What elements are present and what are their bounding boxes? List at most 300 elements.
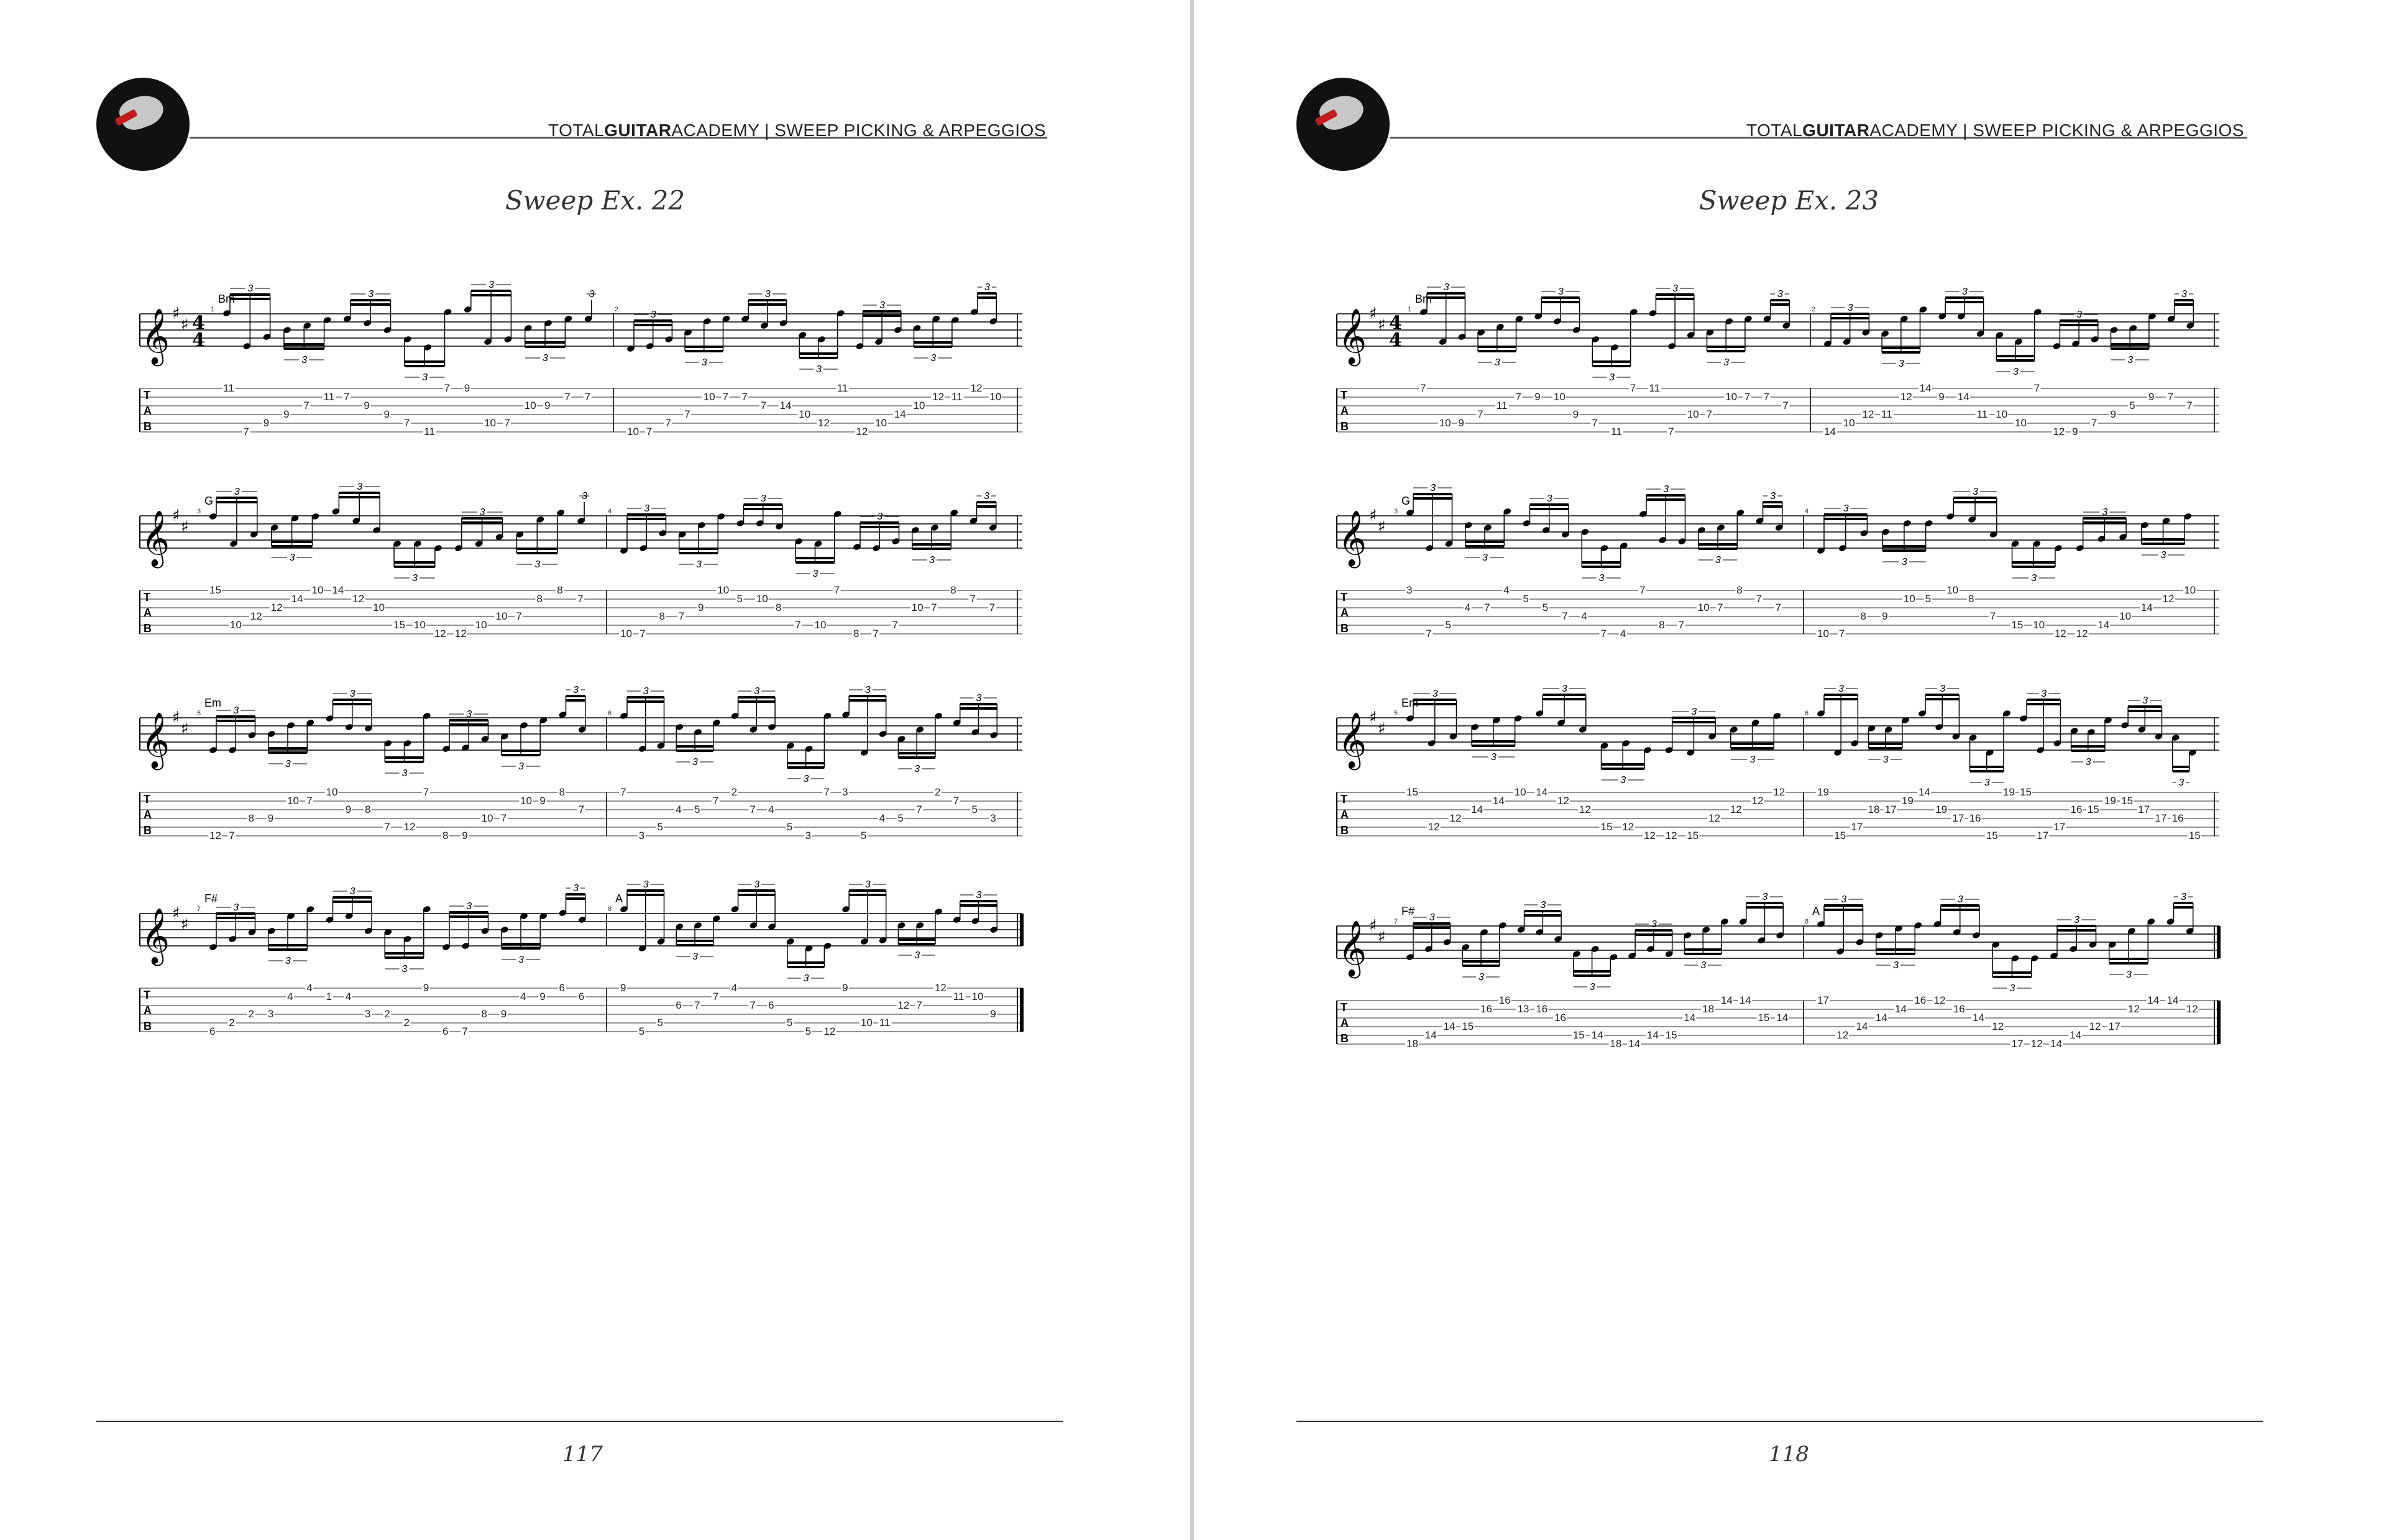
sharp-icon: ♯ (181, 518, 189, 536)
fret-number: 17 (2053, 821, 2066, 833)
fret-number: 14 (2070, 1029, 2082, 1041)
fret-number: 12 (932, 391, 945, 403)
fret-number: 10 (717, 584, 730, 596)
fret-number: 16 (1554, 1012, 1567, 1024)
fret-number: 10 (373, 602, 385, 613)
tuplet-number: 3 (1651, 919, 1657, 930)
tuplet-number: 3 (1984, 777, 1990, 788)
tuplet-number: 3 (1901, 557, 1907, 567)
fret-number: 10 (799, 408, 811, 420)
fret-number: 3 (267, 1008, 274, 1020)
fret-number: 3 (805, 830, 812, 841)
fret-number: 8 (481, 1008, 487, 1020)
tuplet-number: 3 (1546, 493, 1552, 504)
chord-symbol: Em (204, 697, 221, 709)
tuplet-number: 3 (2031, 573, 2037, 584)
fret-number: 14 (1895, 1003, 1907, 1015)
fret-number: 10 (1843, 417, 1855, 429)
fret-number: 11 (837, 382, 848, 394)
fret-number: 7 (892, 619, 898, 631)
tuplet-number: 3 (233, 902, 239, 913)
fret-number: 10 (1725, 391, 1738, 403)
tab-letter-a: A (144, 809, 152, 821)
chord-symbol: Bm (218, 293, 235, 305)
tuplet-number: 3 (976, 693, 982, 704)
measure-number: 2 (1812, 306, 1816, 313)
fret-number: 9 (383, 408, 390, 420)
measure-number: 1 (211, 306, 215, 313)
fret-number: 12 (2128, 1003, 2140, 1015)
notation-tab-svg (1337, 485, 2219, 653)
tab-letter-a: A (144, 1004, 152, 1017)
fret-number: 14 (2166, 994, 2179, 1006)
fret-number: 2 (731, 786, 738, 798)
tuplet-number: 3 (2085, 757, 2091, 768)
fret-number: 7 (306, 795, 313, 807)
tuplet-number: 3 (518, 955, 524, 965)
tab-letter-a: A (144, 405, 152, 417)
fret-number: 12 (897, 999, 910, 1011)
tuplet-number: 3 (914, 764, 920, 774)
fret-number: 10 (875, 417, 887, 429)
footer-rule (96, 1421, 1063, 1422)
fret-number: 19 (2002, 786, 2015, 798)
fret-number: 7 (2033, 382, 2040, 394)
tuplet-number: 3 (2127, 355, 2134, 365)
tab-letter-t: T (1341, 590, 1347, 603)
fret-number: 4 (345, 991, 352, 1002)
tuplet-number: 3 (488, 280, 495, 290)
fret-number: 11 (424, 426, 435, 438)
fret-number: 10 (229, 619, 242, 631)
fret-number: 10 (1514, 786, 1526, 798)
fret-number: 15 (1572, 1029, 1585, 1041)
fret-number: 7 (678, 610, 685, 622)
fret-number: 7 (640, 628, 646, 639)
measure-number: 4 (608, 508, 612, 515)
measure-number: 8 (1805, 918, 1809, 925)
treble-clef-icon: 𝄞 (141, 308, 170, 364)
tuplet-number: 3 (764, 289, 771, 300)
tab-letter-b: B (1341, 622, 1349, 635)
final-barline (2217, 926, 2221, 958)
fret-number: 7 (243, 426, 249, 438)
tuplet-number: 3 (1432, 689, 1438, 699)
fret-number: 7 (578, 804, 585, 815)
fret-number: 7 (665, 417, 671, 429)
running-header: TOTALGUITARACADEMY | SWEEP PICKING & ARPEGGIOS (548, 121, 1046, 140)
time-signature-top: 4 (192, 312, 205, 334)
fret-number: 8 (776, 602, 782, 613)
fret-number: 14 (1919, 786, 1930, 798)
fret-number: 6 (768, 999, 774, 1011)
fret-number: 6 (578, 991, 585, 1002)
tab-letter-a: A (1341, 607, 1349, 619)
fret-number: 9 (423, 982, 429, 994)
fret-number: 14 (1591, 1029, 1603, 1041)
tuplet-number: 3 (760, 493, 766, 504)
fret-number: 9 (1882, 610, 1888, 622)
fret-number: 14 (2097, 619, 2110, 631)
fret-number: 14 (1424, 1029, 1437, 1041)
tab-letter-a: A (1341, 809, 1349, 821)
tuplet-number: 3 (2009, 983, 2015, 994)
fret-number: 17 (2155, 812, 2167, 824)
fret-number: 9 (842, 982, 848, 994)
fret-number: 16 (1969, 812, 1981, 824)
footer-rule (1296, 1421, 2263, 1422)
fret-number: 10 (911, 602, 924, 613)
fret-number: 12 (2089, 1020, 2101, 1032)
tuplet-number: 3 (401, 768, 408, 779)
fret-number: 10 (1697, 602, 1710, 613)
fret-number: 7 (760, 400, 767, 411)
fret-number: 7 (1989, 610, 1996, 622)
fret-number: 16 (1914, 994, 1927, 1006)
tab-letter-b: B (1341, 824, 1349, 837)
tuplet-number: 3 (650, 309, 656, 320)
fret-number: 10 (484, 417, 497, 429)
tuplet-number: 3 (644, 503, 650, 514)
fret-number: 8 (1736, 584, 1743, 596)
fret-number: 14 (1957, 391, 1969, 403)
fret-number: 3 (1406, 584, 1413, 596)
fret-number: 12 (1428, 821, 1440, 833)
fret-number: 15 (2087, 804, 2099, 815)
sharp-icon: ♯ (1378, 518, 1386, 536)
fret-number: 17 (1884, 804, 1897, 815)
tuplet-number: 3 (349, 886, 355, 897)
fret-number: 11 (1611, 426, 1622, 438)
tuplet-number: 3 (1482, 552, 1488, 563)
fret-number: 17 (2037, 830, 2049, 841)
measure-number: 2 (615, 306, 619, 313)
fret-number: 4 (731, 982, 738, 994)
chord-symbol: A (1812, 905, 1820, 917)
notation-tab-svg (1337, 283, 2219, 451)
fret-number: 7 (741, 391, 748, 403)
measure-number: 7 (1394, 918, 1398, 925)
fret-number: 12 (250, 610, 262, 622)
tuplet-number: 3 (2142, 695, 2148, 706)
notation-tab-svg (140, 687, 1022, 855)
tuplet-number: 3 (1847, 303, 1853, 313)
tuplet-number: 3 (285, 759, 291, 769)
fret-number: 5 (657, 1017, 663, 1029)
fret-number: 17 (1851, 821, 1863, 833)
fret-number: 3 (990, 812, 996, 824)
exercise-title: Sweep Ex. 22 (505, 185, 685, 216)
fret-number: 17 (2108, 1020, 2120, 1032)
tuplet-number: 3 (1841, 894, 1847, 905)
fret-number: 13 (1517, 1003, 1529, 1015)
sharp-icon: ♯ (1378, 928, 1386, 946)
fret-number: 6 (442, 1025, 449, 1037)
notation-tab-svg (140, 280, 1022, 451)
fret-number: 10 (860, 1017, 873, 1029)
tuplet-number: 3 (1589, 982, 1595, 992)
fret-number: 14 (1646, 1029, 1659, 1041)
tuplet-number: 3 (930, 353, 937, 364)
fret-number: 9 (620, 982, 626, 994)
fret-number: 5 (736, 593, 743, 605)
measure-number: 8 (608, 905, 612, 913)
fret-number: 9 (263, 417, 270, 429)
fret-number: 8 (1860, 610, 1866, 622)
final-barline (1020, 988, 1024, 1032)
tuplet-number: 3 (812, 569, 818, 579)
fret-number: 7 (1838, 628, 1845, 639)
fret-number: 14 (1776, 1012, 1789, 1024)
fret-number: 5 (1542, 602, 1549, 613)
tuplet-number: 3 (422, 372, 428, 383)
fret-number: 7 (1756, 593, 1762, 605)
fret-number: 7 (1630, 382, 1636, 394)
fret-number: 10 (627, 426, 639, 438)
fret-number: 18 (1406, 1038, 1418, 1050)
fret-number: 18 (1610, 1038, 1622, 1050)
fret-number: 7 (750, 999, 756, 1011)
chord-symbol: Em (1401, 697, 1418, 709)
fret-number: 14 (332, 584, 344, 596)
page-117 (0, 0, 1190, 1540)
fret-number: 9 (1534, 391, 1541, 403)
fret-number: 5 (2129, 400, 2135, 411)
fret-number: 14 (1471, 804, 1483, 815)
tab-system (1337, 485, 2219, 653)
fret-number: 11 (223, 382, 234, 394)
measure-number: 4 (1805, 508, 1809, 515)
fret-number: 12 (856, 426, 868, 438)
fret-number: 5 (897, 812, 904, 824)
fret-number: 9 (698, 602, 704, 613)
fret-number: 10 (1817, 628, 1829, 639)
fret-number: 5 (1445, 619, 1451, 631)
fret-number: 14 (1443, 1020, 1456, 1032)
tab-letter-b: B (144, 1020, 152, 1033)
fret-number: 10 (2119, 610, 2132, 622)
fret-number: 7 (303, 400, 309, 411)
fret-number: 14 (894, 408, 906, 420)
fret-number: 19 (1935, 804, 1948, 815)
fret-number: 12 (1900, 391, 1912, 403)
fret-number: 14 (1875, 1012, 1887, 1024)
tuplet-number: 3 (1672, 283, 1679, 294)
tab-system (1337, 283, 2219, 451)
fret-number: 9 (2110, 408, 2116, 420)
fret-number: 4 (1620, 628, 1626, 639)
sharp-icon: ♯ (1369, 916, 1377, 935)
tuplet-number: 3 (803, 774, 809, 784)
tuplet-number: 3 (984, 491, 990, 502)
fret-number: 19 (1901, 795, 1914, 807)
fret-number: 5 (860, 830, 867, 841)
sharp-icon: ♯ (1369, 506, 1377, 525)
fret-number: 4 (287, 991, 293, 1002)
chord-symbol: G (204, 495, 214, 507)
tuplet-number: 3 (289, 552, 295, 563)
notation-tab-svg (1337, 892, 2219, 1063)
tuplet-number: 3 (1973, 487, 1978, 497)
tuplet-number: 3 (2160, 550, 2166, 561)
fret-number: 4 (1464, 602, 1471, 613)
sharp-icon: ♯ (181, 720, 189, 738)
sharp-icon: ♯ (1369, 304, 1377, 323)
fret-number: 7 (989, 602, 996, 613)
fret-number: 2 (229, 1017, 235, 1029)
tuplet-number: 3 (2013, 367, 2019, 377)
fret-number: 8 (659, 610, 665, 622)
tuplet-number: 3 (1700, 960, 1707, 971)
tuplet-number: 3 (1479, 972, 1484, 983)
fret-number: 14 (779, 400, 792, 411)
tab-system (140, 280, 1022, 451)
fret-number: 7 (694, 999, 700, 1011)
tuplet-number: 3 (1443, 282, 1449, 293)
fret-number: 7 (462, 1025, 468, 1037)
measure-number: 3 (1394, 508, 1398, 515)
fret-number: 9 (539, 795, 546, 807)
fret-number: 17 (1952, 812, 1965, 824)
fret-number: 7 (1515, 391, 1521, 403)
tuplet-number: 3 (1663, 484, 1669, 495)
tuplet-number: 3 (984, 282, 990, 293)
fret-number: 15 (1834, 830, 1846, 841)
tuplet-number: 3 (1893, 960, 1899, 971)
fret-number: 5 (805, 1025, 812, 1037)
tuplet-number: 3 (1620, 775, 1626, 786)
tuplet-number: 3 (479, 507, 485, 518)
fret-number: 14 (2140, 602, 2153, 613)
tab-letter-b: B (144, 420, 152, 433)
treble-clef-icon: 𝄞 (1338, 712, 1367, 768)
fret-number: 12 (1622, 821, 1634, 833)
fret-number: 7 (1678, 619, 1684, 631)
fret-number: 12 (970, 382, 983, 394)
fret-number: 10 (1996, 408, 2008, 420)
sharp-icon: ♯ (181, 316, 189, 334)
fret-number: 2 (384, 1008, 390, 1020)
fret-number: 6 (559, 982, 565, 994)
fret-number: 3 (842, 786, 848, 798)
fret-number: 15 (1462, 1020, 1474, 1032)
fret-number: 12 (270, 602, 283, 613)
fret-number: 7 (564, 391, 571, 403)
tab-letter-t: T (144, 792, 150, 805)
fret-number: 11 (879, 1017, 891, 1029)
fret-number: 7 (1706, 408, 1712, 420)
tuplet-number: 3 (1562, 684, 1567, 694)
fret-number: 18 (1702, 1003, 1715, 1015)
fret-number: 5 (694, 804, 700, 815)
fret-number: 7 (722, 391, 728, 403)
tuplet-number: 3 (1957, 894, 1963, 905)
tuplet-number: 3 (285, 956, 291, 966)
fret-number: 5 (786, 821, 793, 833)
fret-number: 12 (2053, 426, 2065, 438)
fret-number: 16 (1953, 1003, 1965, 1015)
fret-number: 10 (1946, 584, 1959, 596)
tuplet-number: 3 (1598, 573, 1605, 584)
page-number: 118 (1769, 1442, 1809, 1467)
fret-number: 17 (2138, 804, 2150, 815)
tab-system (140, 687, 1022, 855)
fret-number: 14 (2050, 1038, 2062, 1050)
chord-symbol: A (615, 892, 623, 905)
tuplet-number: 3 (411, 573, 418, 584)
tuplet-number: 3 (518, 761, 524, 772)
tab-letter-t: T (144, 388, 150, 401)
treble-clef-icon: 𝄞 (141, 712, 170, 768)
fret-number: 8 (950, 584, 956, 596)
fret-number: 16 (2171, 812, 2184, 824)
fret-number: 7 (403, 417, 410, 429)
fret-number: 10 (1553, 391, 1566, 403)
tuplet-number: 3 (1898, 359, 1904, 369)
fret-number: 10 (971, 991, 984, 1002)
fret-number: 10 (326, 786, 338, 798)
fret-number: 12 (818, 417, 830, 429)
fret-number: 7 (444, 382, 450, 394)
time-signature-bottom: 4 (1389, 329, 1402, 351)
fret-number: 4 (676, 804, 682, 815)
chord-symbol: F# (1401, 905, 1415, 917)
fret-number: 19 (2104, 795, 2116, 807)
fret-number: 12 (1579, 804, 1591, 815)
fret-number: 12 (823, 1025, 836, 1037)
fret-number: 14 (1973, 1012, 1984, 1024)
tuplet-number: 3 (879, 300, 886, 311)
tuplet-number: 3 (368, 289, 374, 300)
fret-number: 12 (1730, 804, 1742, 815)
fret-number: 7 (1763, 391, 1770, 403)
fret-number: 16 (1498, 994, 1511, 1006)
sharp-icon: ♯ (1378, 316, 1386, 334)
fret-number: 10 (2015, 417, 2027, 429)
tuplet-number: 3 (401, 964, 408, 974)
tuplet-number: 3 (1429, 912, 1435, 923)
fret-number: 7 (2091, 417, 2097, 429)
fret-number: 7 (1484, 602, 1490, 613)
fret-number: 16 (2070, 804, 2083, 815)
fret-number: 9 (364, 400, 370, 411)
fret-number: 7 (384, 821, 390, 833)
fret-number: 6 (676, 999, 682, 1011)
fret-number: 7 (2186, 400, 2193, 411)
fret-number: 14 (1824, 426, 1836, 438)
tab-letter-t: T (144, 988, 150, 1001)
tuplet-number: 3 (1777, 289, 1783, 300)
tuplet-number: 3 (929, 555, 935, 566)
treble-clef-icon: 𝄞 (1338, 510, 1367, 566)
measure-number: 7 (197, 905, 201, 913)
chord-symbol: F# (204, 892, 218, 905)
treble-clef-icon: 𝄞 (1338, 308, 1367, 364)
fret-number: 11 (1649, 382, 1661, 394)
fret-number: 4 (879, 812, 886, 824)
fret-number: 7 (1717, 602, 1723, 613)
tuplet-number: 3 (573, 685, 579, 695)
fret-number: 11 (323, 391, 335, 403)
fret-number: 7 (970, 593, 976, 605)
tuplet-number: 3 (914, 950, 920, 961)
tab-letter-t: T (1341, 388, 1347, 401)
measure-number: 3 (197, 508, 201, 515)
fret-number: 10 (1439, 417, 1451, 429)
fret-number: 10 (2184, 584, 2196, 596)
fret-number: 12 (2076, 628, 2088, 639)
tab-letter-t: T (144, 590, 150, 603)
